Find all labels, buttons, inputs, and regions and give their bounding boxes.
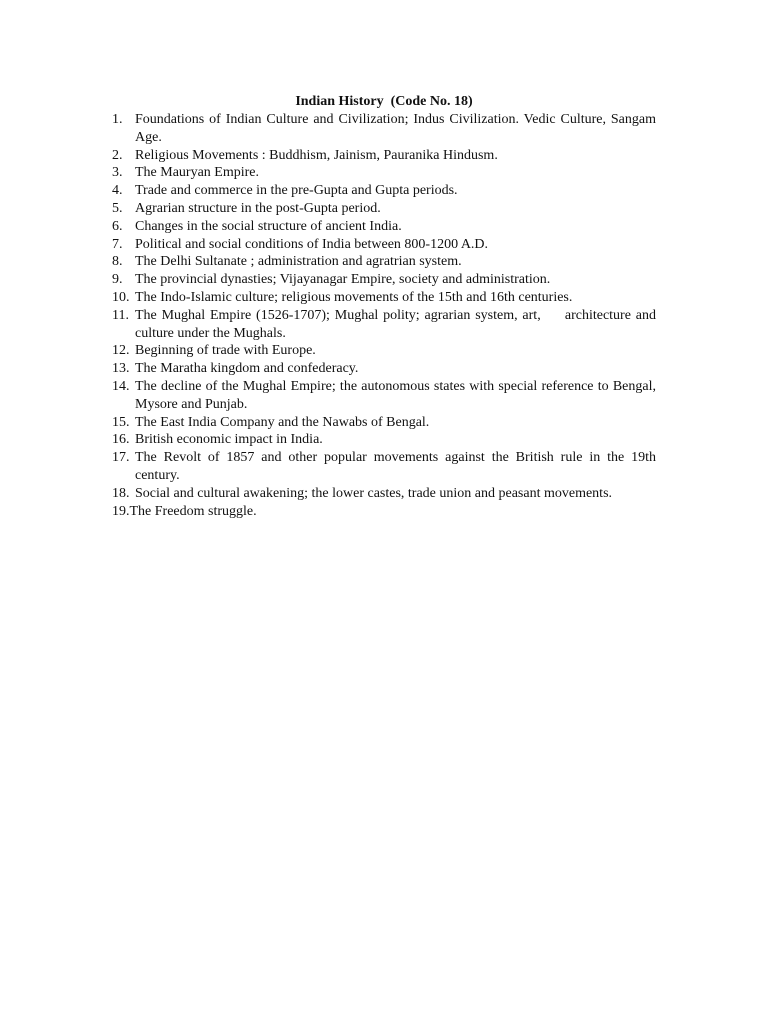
item-text: The Indo-Islamic culture; religious movements of the 15th and 16th centuries. bbox=[135, 289, 573, 305]
item-number: 6. bbox=[112, 218, 123, 234]
list-item bbox=[112, 147, 656, 165]
item-number: 19. bbox=[112, 503, 130, 519]
item-text: Religious Movements : Buddhism, Jainism, Pauranika Hindusm. bbox=[135, 147, 498, 163]
list-item bbox=[112, 164, 656, 182]
item-text: The East India Company and the Nawabs of Bengal. bbox=[135, 414, 430, 430]
item-number: 8. bbox=[112, 254, 123, 270]
list-item bbox=[112, 485, 656, 503]
item-number: 15. bbox=[112, 414, 130, 430]
syllabus-list bbox=[112, 111, 660, 520]
list-item bbox=[112, 431, 656, 449]
list-item bbox=[112, 271, 656, 289]
list-item bbox=[112, 449, 656, 485]
item-text: The Mauryan Empire. bbox=[135, 165, 260, 181]
item-number: 3. bbox=[112, 165, 123, 181]
list-item bbox=[112, 342, 656, 360]
item-number: 16. bbox=[112, 432, 130, 448]
item-text: Agrarian structure in the post-Gupta period. bbox=[135, 200, 381, 216]
item-text: The Mughal Empire (1526-1707); Mughal polity; agrarian system, art, architecture and culture under the Mughals. bbox=[135, 307, 660, 341]
item-number: 9. bbox=[112, 272, 123, 288]
item-number: 11. bbox=[112, 307, 129, 323]
item-number: 5. bbox=[112, 200, 123, 216]
item-text: Beginning of trade with Europe. bbox=[135, 343, 316, 359]
list-item bbox=[112, 503, 656, 521]
list-item bbox=[112, 253, 656, 271]
item-text: The provincial dynasties; Vijayanagar Empire, society and administration. bbox=[135, 272, 551, 288]
item-number: 14. bbox=[112, 378, 130, 394]
item-number: 1. bbox=[112, 112, 123, 127]
item-number: 18. bbox=[112, 485, 130, 501]
item-text: British economic impact in India. bbox=[135, 432, 323, 448]
item-text: The Delhi Sultanate ; administration and agratrian system. bbox=[135, 254, 462, 270]
item-text: Political and social conditions of India between 800-1200 A.D. bbox=[135, 236, 489, 252]
list-item bbox=[112, 360, 656, 378]
list-item bbox=[112, 111, 656, 147]
item-number: 12. bbox=[112, 343, 130, 359]
list-item bbox=[112, 414, 656, 432]
item-text: The Revolt of 1857 and other popular movements against the British rule in the 19th century. bbox=[135, 450, 656, 483]
item-text: Changes in the social structure of ancient India. bbox=[135, 218, 402, 234]
list-item bbox=[112, 307, 660, 343]
item-text: The Freedom struggle. bbox=[129, 503, 257, 519]
list-item bbox=[112, 182, 656, 200]
item-number: 10. bbox=[112, 289, 130, 305]
list-item bbox=[112, 218, 656, 236]
item-number: 7. bbox=[112, 236, 123, 252]
item-number: 17. bbox=[112, 450, 130, 466]
item-text: Trade and commerce in the pre-Gupta and Gupta periods. bbox=[135, 183, 458, 199]
item-text: The Maratha kingdom and confederacy. bbox=[135, 361, 359, 377]
document-title: Indian History (Code No. 18) bbox=[295, 94, 473, 109]
list-item bbox=[112, 200, 656, 218]
item-number: 4. bbox=[112, 183, 123, 199]
list-item bbox=[112, 378, 656, 414]
item-number: 2. bbox=[112, 147, 123, 163]
item-text: The decline of the Mughal Empire; the autonomous states with special reference to Bengal, Mysore and Punjab. bbox=[135, 378, 656, 412]
item-text: Foundations of Indian Culture and Civilization; Indus Civilization. Vedic Culture, Sangam Age. bbox=[135, 112, 656, 145]
item-text: Social and cultural awakening; the lower castes, trade union and peasant movements. bbox=[135, 485, 613, 501]
list-item bbox=[112, 289, 656, 307]
item-number: 13. bbox=[112, 361, 130, 377]
list-item bbox=[112, 236, 656, 254]
